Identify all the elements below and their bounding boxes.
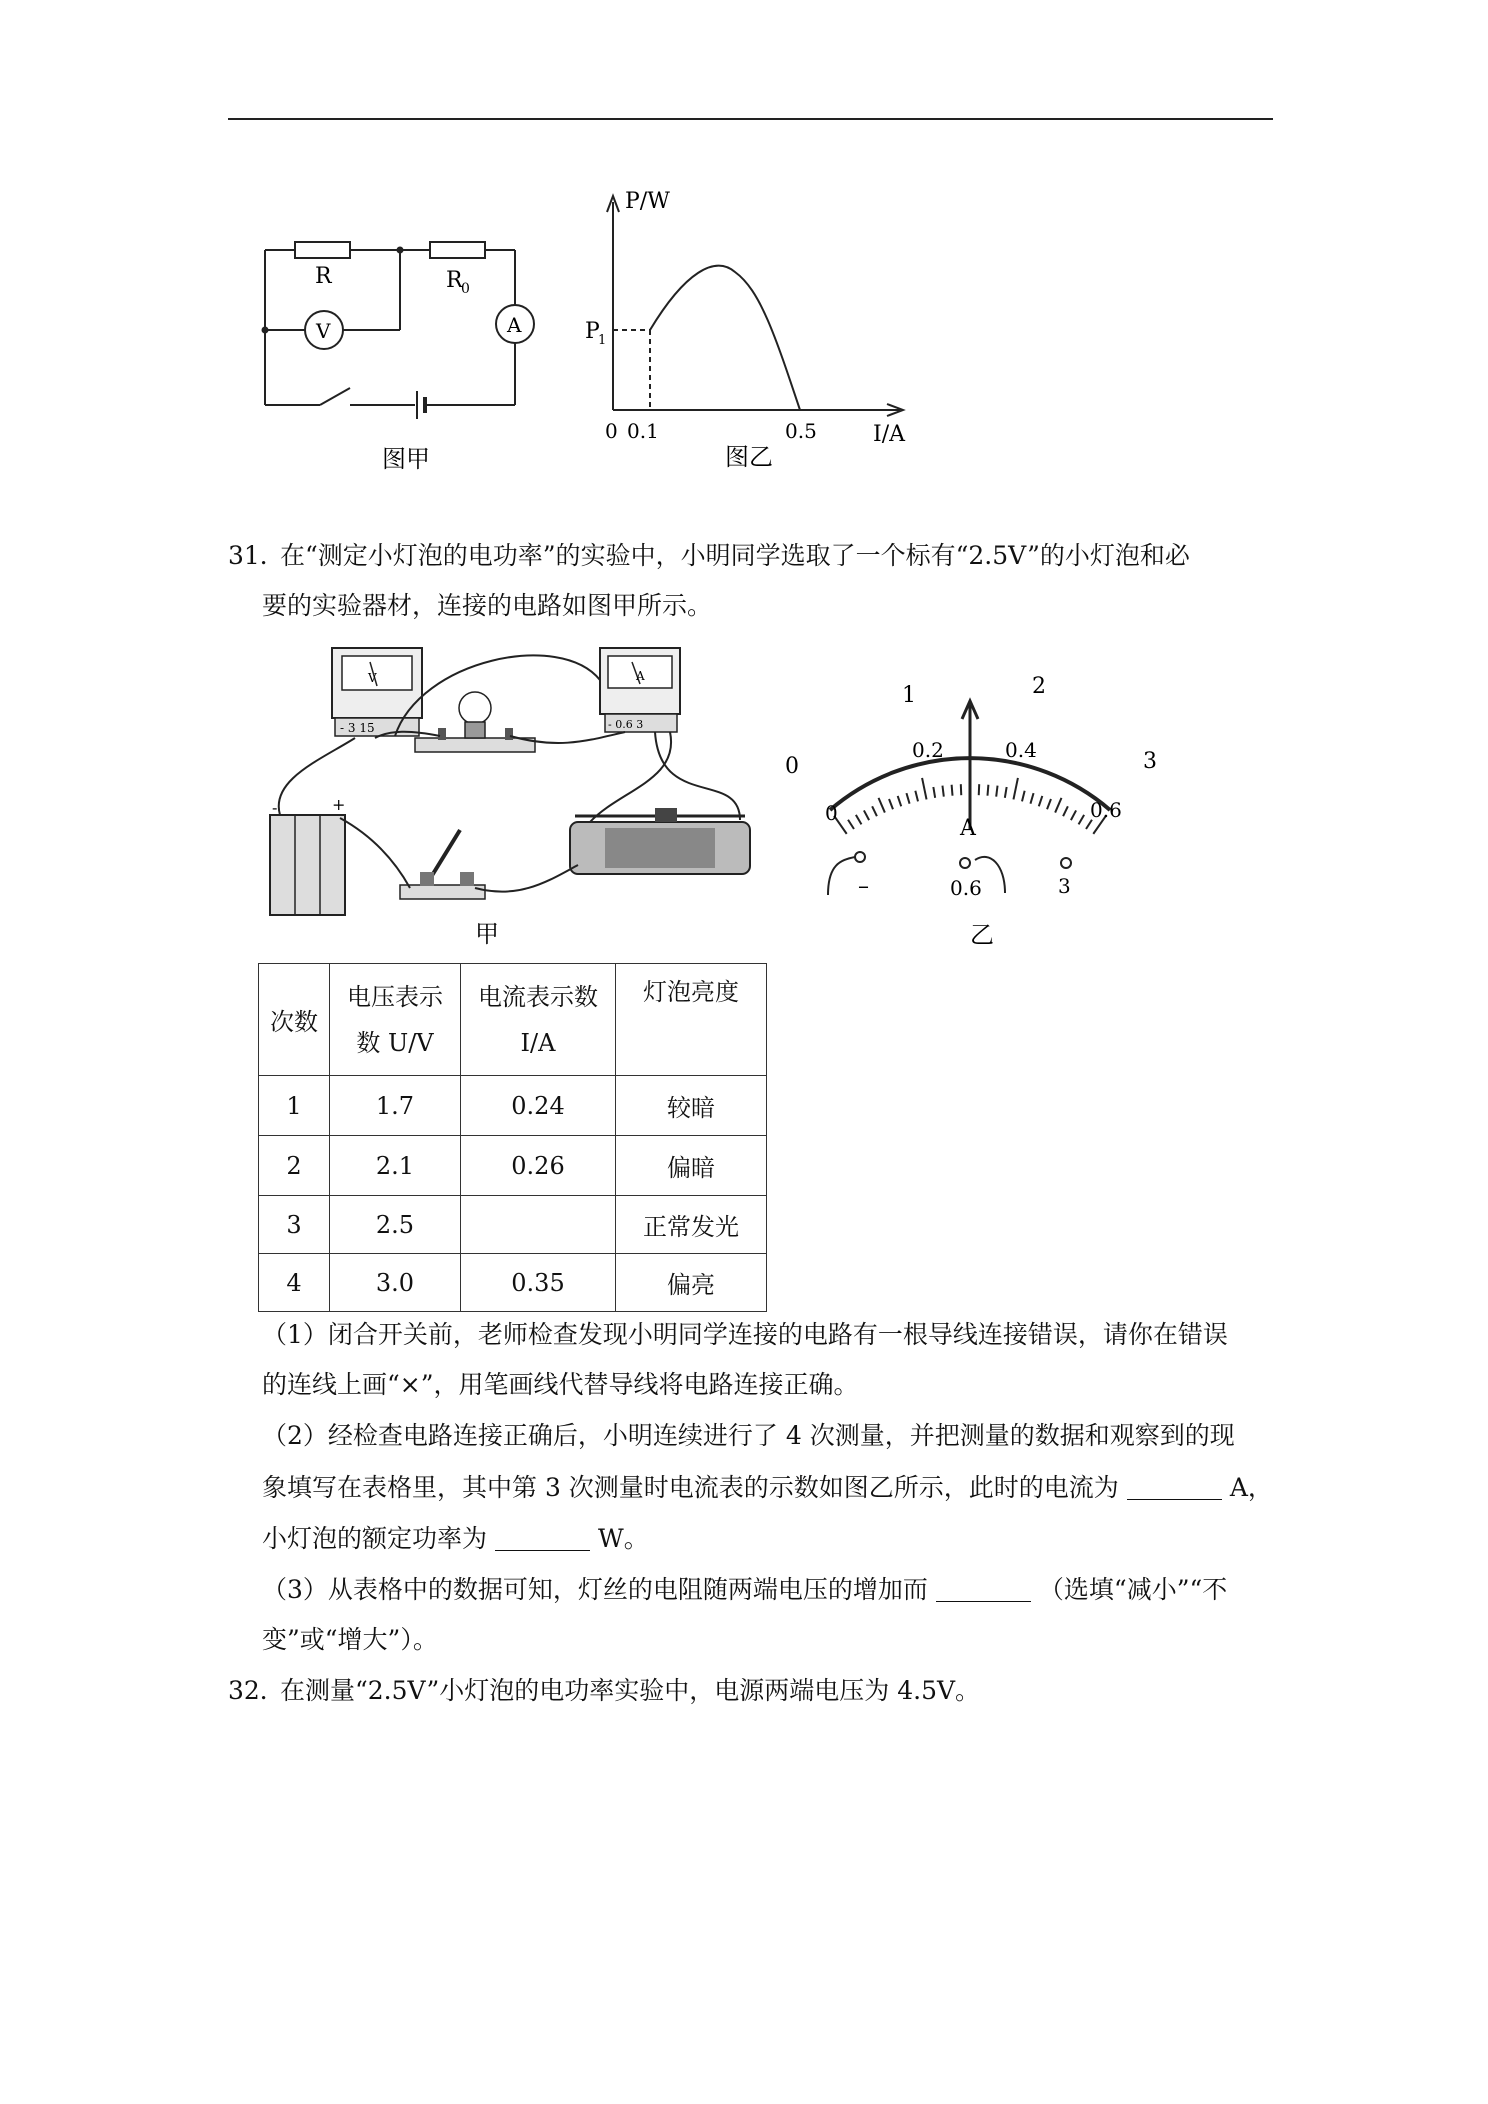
svg-text:图甲: 图甲 [382,445,430,473]
table-cell: 偏暗 [616,1136,767,1196]
table-cell: 较暗 [616,1076,767,1136]
dial-tick [872,806,877,816]
rheostat-device [570,808,750,874]
table-cell: 0.35 [461,1254,616,1312]
table-cell: 3 [259,1196,330,1254]
table-cell: 3.0 [330,1254,461,1312]
apparatus-drawing [260,640,760,950]
answer-blank-current [1127,1477,1222,1500]
dial-tick [1022,791,1025,802]
table-cell: 偏亮 [616,1254,767,1312]
ammeter-dial [770,665,1170,955]
dial-tick [952,785,953,796]
table-row [259,1076,767,1136]
svg-text:P/W: P/W [625,189,670,214]
svg-text:A: A [960,816,976,841]
table-cell: 1.7 [330,1076,461,1136]
table-cell: 正常发光 [616,1196,767,1254]
svg-text:0: 0 [825,801,838,825]
junction-dot [262,327,269,334]
q31-stem-line2: 要的实验器材，连接的电路如图甲所示。 [262,591,713,620]
svg-text:–: – [858,874,869,899]
power-curve [650,266,800,410]
ammeter-device [600,648,680,732]
dial-tick [1013,778,1017,800]
answer-blank-resistance [936,1579,1031,1602]
svg-text:+: + [332,795,346,814]
table-row [259,1136,767,1196]
svg-text:- 0.6 3: - 0.6 3 [608,718,644,731]
q32-number: 32． [228,1676,285,1705]
part3-line1: （3）从表格中的数据可知，灯丝的电阻随两端电压的增加而 （选填“减小”“不 [262,1575,1228,1604]
battery-pack [270,795,345,915]
dial-tick [848,820,854,829]
dial-tick [864,810,869,820]
header-cell: 次数 [259,964,330,1076]
header-rule [228,118,1273,120]
svg-text:A: A [507,313,522,337]
dial-tick [987,785,988,796]
measurement-table [258,963,767,1312]
dial-tick [1055,798,1061,813]
table-cell: 1 [259,1076,330,1136]
svg-text:0.2: 0.2 [912,738,944,762]
header-cell: 灯泡亮度 [616,964,767,1076]
table-cell: 2.5 [330,1196,461,1254]
svg-text:1: 1 [902,683,916,708]
dial-tick [898,796,902,806]
svg-text:R: R [315,264,332,289]
table-cell: 0.26 [461,1136,616,1196]
dial-tick [1030,793,1033,804]
resistor-r [295,242,350,258]
circuit-diagram [250,225,550,475]
header-cell: 电压表示 数 U/V [330,964,461,1076]
dial-tick [942,786,943,797]
dial-tick [1063,806,1068,816]
svg-text:0: 0 [461,281,470,297]
bulb-device [415,692,535,752]
dial-tick [879,798,885,813]
svg-text:0: 0 [605,419,618,443]
svg-text:0.4: 0.4 [1005,738,1037,762]
answer-blank-power [495,1528,590,1551]
svg-text:V: V [316,319,331,343]
knife-switch [400,830,485,899]
part2-line2: 象填写在表格里，其中第 3 次测量时电流表的示数如图乙所示，此时的电流为 A， [262,1473,1273,1502]
table-row [259,1254,767,1312]
dial-tick [1005,787,1007,798]
dial-tick [1047,799,1051,809]
svg-text:A: A [636,669,645,683]
dial-tick [1039,796,1043,806]
part2-line3: 小灯泡的额定功率为 W。 [262,1524,649,1553]
table-header-row [259,964,767,1076]
table-cell [461,1196,616,1254]
svg-text:0.6: 0.6 [1090,798,1122,822]
svg-text:甲: 甲 [475,920,499,948]
svg-text:2: 2 [1032,674,1046,699]
svg-text:0.5: 0.5 [785,419,817,443]
dial-tick [889,799,893,809]
part2-line1: （2）经检查电路连接正确后，小明连续进行了 4 次测量，并把测量的数据和观察到的现 [262,1421,1235,1450]
svg-text:0: 0 [785,754,799,779]
dial-tick [933,787,935,798]
dial-tick [996,786,997,797]
part1-line1: （1）闭合开关前，老师检查发现小明同学连接的电路有一根导线连接错误，请你在错误 [262,1320,1228,1349]
dial-tick [915,791,918,802]
table-cell: 4 [259,1254,330,1312]
header-cell: 电流表示数 I/A [461,964,616,1076]
svg-text:0.1: 0.1 [627,419,659,443]
svg-text:- 3 15: - 3 15 [340,721,375,735]
dial-tick [1079,815,1085,824]
svg-text:3: 3 [1143,749,1157,774]
dial-tick [1071,810,1076,820]
svg-text:图乙: 图乙 [725,443,773,471]
part1-line2: 的连线上画“×”，用笔画线代替导线将电路连接正确。 [262,1370,859,1399]
svg-text:V: V [368,671,377,685]
svg-text:3: 3 [1058,874,1071,898]
dial-tick [922,778,926,800]
voltmeter-device [332,648,422,736]
q31-number: 31． [228,541,285,570]
svg-text:-: - [272,798,278,817]
dial-tick [906,793,909,804]
table-cell: 0.24 [461,1076,616,1136]
dial-tick [856,815,862,824]
svg-text:I/A: I/A [873,422,905,447]
part3-line2: 变”或“增大”）。 [262,1625,438,1654]
table-cell: 2.1 [330,1136,461,1196]
svg-text:P: P [585,319,600,344]
switch-blade [320,388,350,405]
junction-dot [397,247,404,254]
table-cell: 2 [259,1136,330,1196]
svg-text:0.6: 0.6 [950,876,982,900]
power-current-graph [575,180,915,480]
q32-stem: 在测量“2.5V”小灯泡的电功率实验中，电源两端电压为 4.5V。 [280,1676,981,1705]
svg-text:乙: 乙 [970,921,994,949]
resistor-r0 [430,242,485,258]
svg-text:R: R [446,268,463,293]
q31-stem-line1: 在“测定小灯泡的电功率”的实验中，小明同学选取了一个标有“2.5V”的小灯泡和必 [280,541,1190,570]
svg-text:1: 1 [598,333,607,348]
table-row [259,1196,767,1254]
